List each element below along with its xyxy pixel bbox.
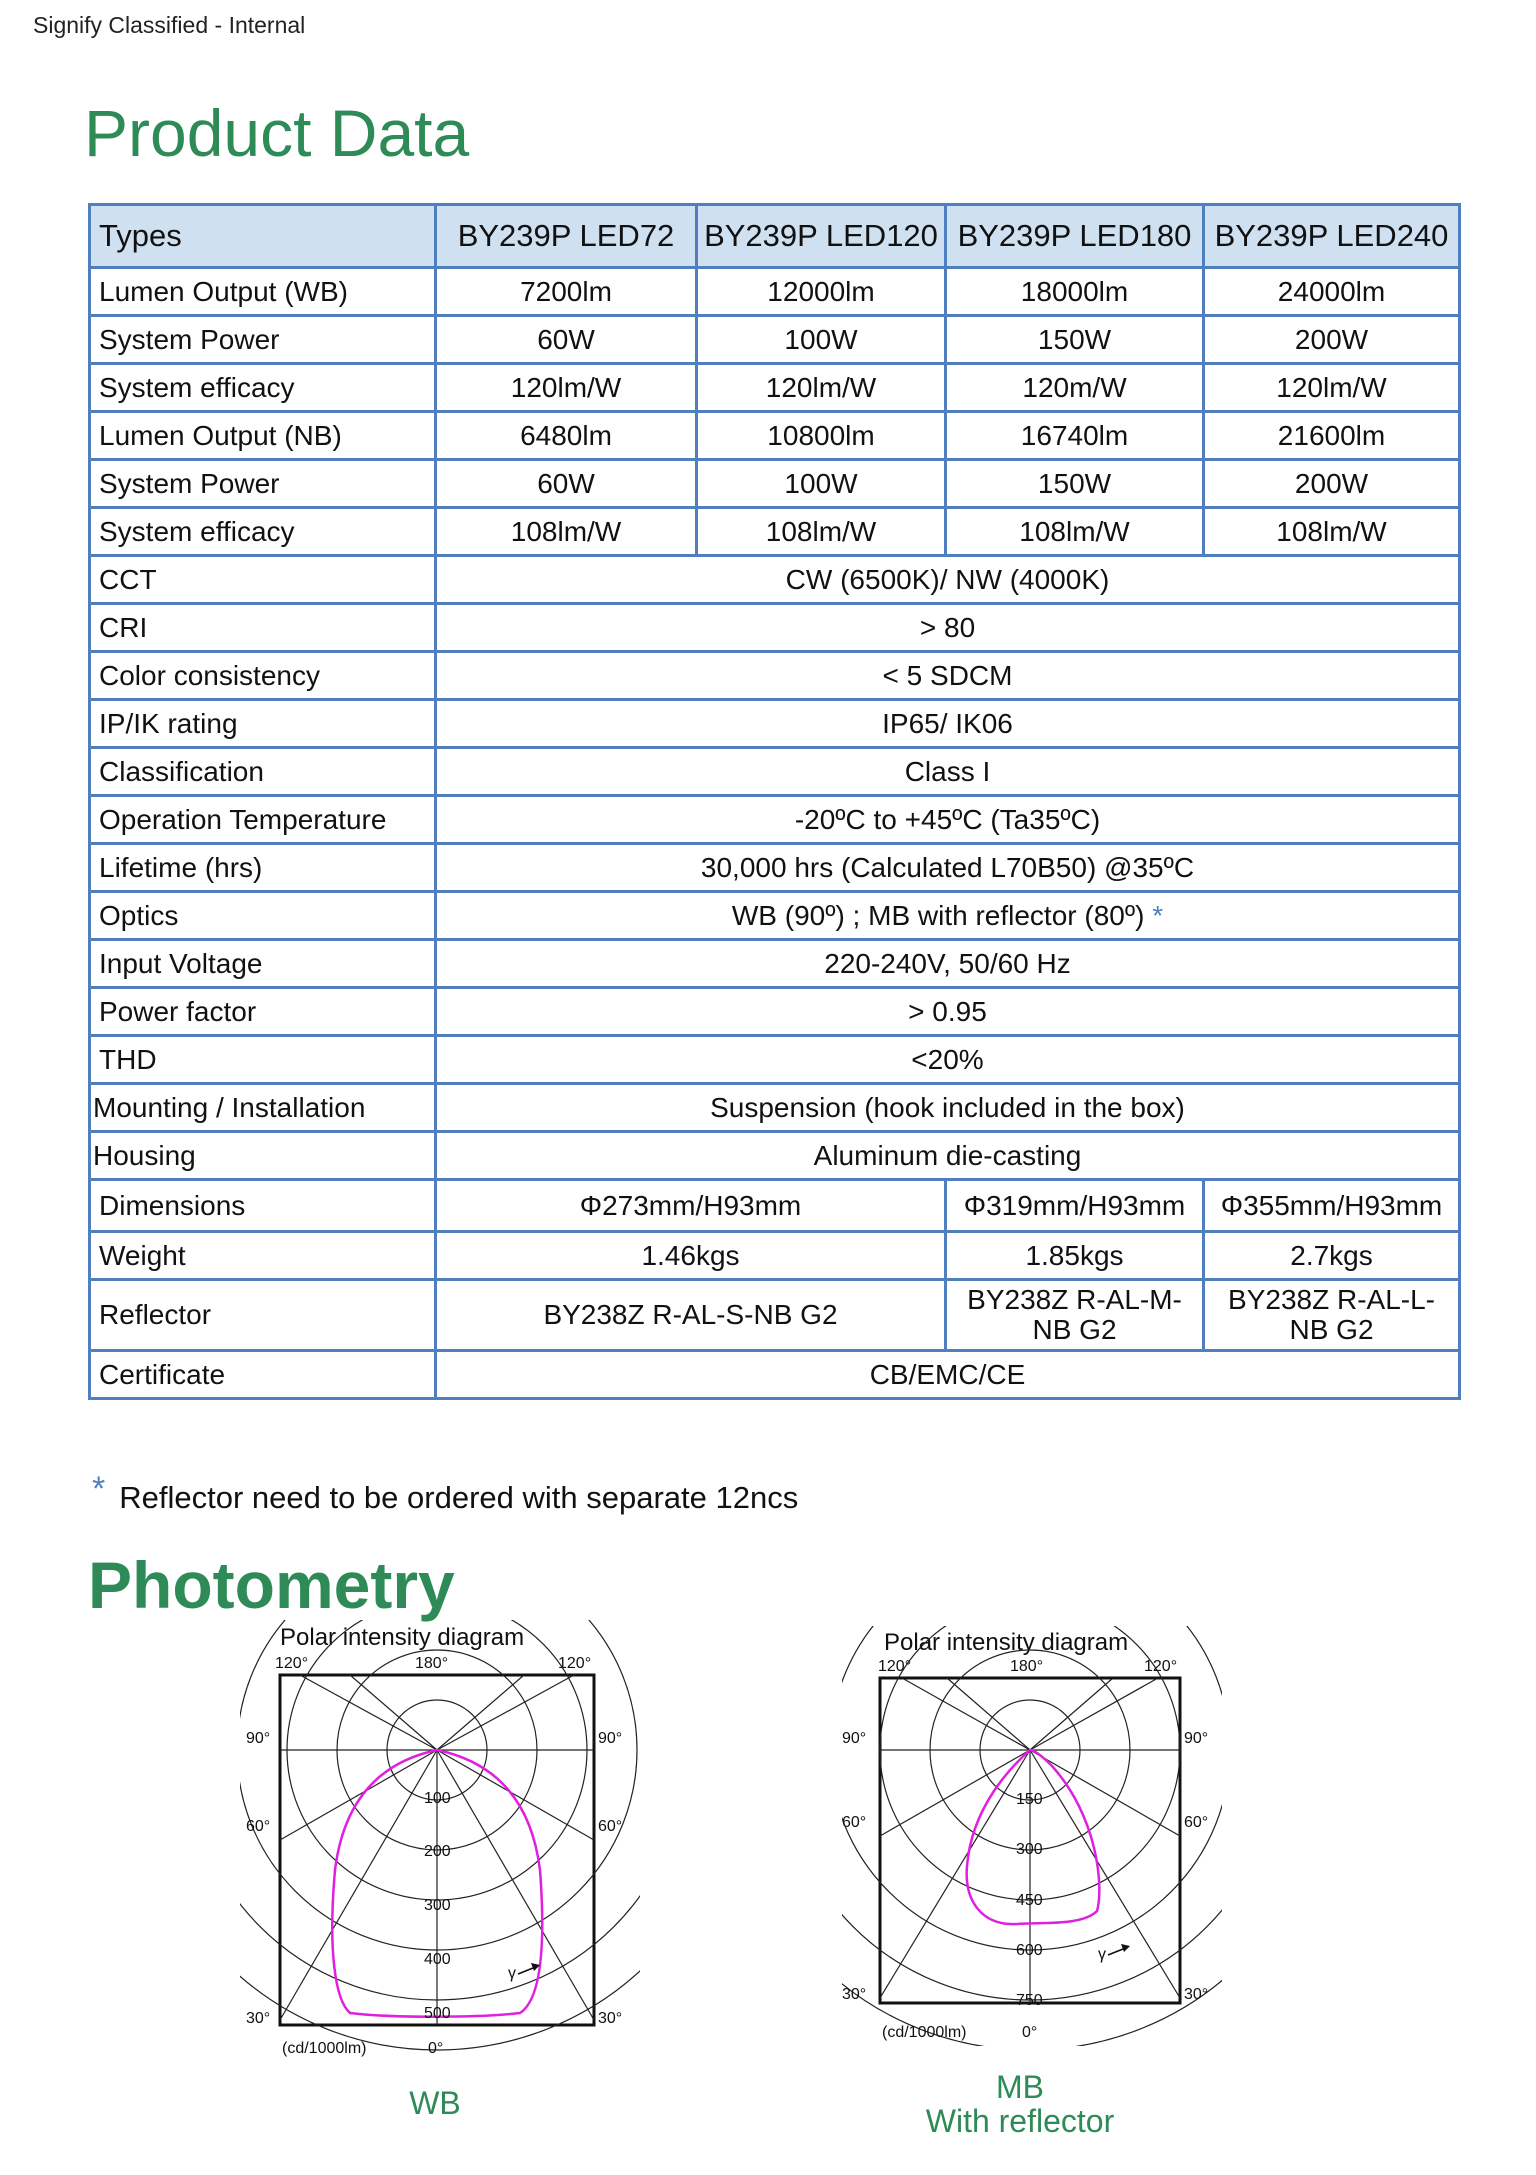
header-cell: Types — [90, 205, 436, 268]
table-cell: 60W — [436, 316, 697, 364]
table-row — [90, 460, 1460, 508]
table-row — [90, 1232, 1460, 1280]
table-row — [90, 940, 1460, 988]
zero-label: 0° — [1022, 2024, 1038, 2041]
polar-grid — [240, 1620, 640, 2050]
angle-label: 60° — [246, 1818, 271, 1835]
table-cell: 100W — [697, 460, 946, 508]
angle-label: 120° — [275, 1655, 309, 1672]
row-label: Lumen Output (WB) — [90, 268, 436, 316]
footnote-marker: * — [92, 1470, 106, 1508]
row-label: Dimensions — [90, 1180, 436, 1232]
table-cell: 2.7kgs — [1204, 1232, 1460, 1280]
row-label: Operation Temperature — [90, 796, 436, 844]
row-label: Lifetime (hrs) — [90, 844, 436, 892]
footnote-marker: * — [1152, 899, 1164, 931]
row-label: System efficacy — [90, 508, 436, 556]
table-cell: BY238Z R-AL-L-NB G2 — [1204, 1280, 1460, 1351]
footnote-text: Reflector need to be ordered with separate 12ncs — [119, 1480, 799, 1515]
angle-label: 180° — [415, 1655, 449, 1672]
row-label: System Power — [90, 460, 436, 508]
table-cell: 200W — [1204, 460, 1460, 508]
table-row — [90, 1280, 1460, 1351]
angle-label: 90° — [598, 1730, 623, 1747]
table-cell: 120lm/W — [436, 364, 697, 412]
angle-label: 120° — [558, 1655, 592, 1672]
table-row — [90, 748, 1460, 796]
table-cell: 120lm/W — [1204, 364, 1460, 412]
row-label: Weight — [90, 1232, 436, 1280]
ring-label: 750 — [1016, 1992, 1043, 2009]
table-cell: 108lm/W — [1204, 508, 1460, 556]
table-cell: 150W — [946, 316, 1204, 364]
table-cell: 21600lm — [1204, 412, 1460, 460]
table-cell: 30,000 hrs (Calculated L70B50) @35ºC — [436, 844, 1460, 892]
table-row — [90, 364, 1460, 412]
header-cell: BY239P LED240 — [1204, 205, 1460, 268]
row-label: System Power — [90, 316, 436, 364]
table-cell: Suspension (hook included in the box) — [436, 1084, 1460, 1132]
table-cell: > 0.95 — [436, 988, 1460, 1036]
angle-label: 60° — [598, 1818, 623, 1835]
row-label: CRI — [90, 604, 436, 652]
unit-label: (cd/1000lm) — [882, 2024, 967, 2041]
gamma-label: γ — [508, 1965, 516, 1982]
table-cell: Φ273mm/H93mm — [436, 1180, 946, 1232]
table-cell: 200W — [1204, 316, 1460, 364]
row-label: CCT — [90, 556, 436, 604]
table-cell: BY238Z R-AL-M-NB G2 — [946, 1280, 1204, 1351]
optics-value: WB (90º) ; MB with reflector (80º) — [731, 899, 1145, 931]
diagram-caption — [880, 2070, 1160, 2138]
table-cell: 220-240V, 50/60 Hz — [436, 940, 1460, 988]
table-cell: > 80 — [436, 604, 1460, 652]
table-row — [90, 700, 1460, 748]
row-label: THD — [90, 1036, 436, 1084]
angle-label: 120° — [1144, 1658, 1178, 1675]
angle-label: 90° — [1184, 1730, 1209, 1747]
table-cell: 1.85kgs — [946, 1232, 1204, 1280]
diagram-title: Polar intensity diagram — [884, 1629, 1129, 1656]
ring-label: 450 — [1016, 1892, 1043, 1909]
table-row — [90, 1180, 1460, 1232]
caption-line: MB — [996, 2069, 1044, 2105]
row-label: Optics — [90, 892, 436, 940]
table-row — [90, 1084, 1460, 1132]
angle-label: 180° — [1010, 1658, 1044, 1675]
table-cell: IP65/ IK06 — [436, 700, 1460, 748]
caption-line: With reflector — [925, 2103, 1115, 2139]
caption-line: WB — [409, 2085, 461, 2121]
table-cell: -20ºC to +45ºC (Ta35ºC) — [436, 796, 1460, 844]
row-label: Housing — [90, 1132, 436, 1180]
polar-intensity-diagram-wb — [240, 1620, 640, 2090]
table-row — [90, 604, 1460, 652]
table-cell: 6480lm — [436, 412, 697, 460]
ring-label: 300 — [424, 1897, 451, 1914]
table-cell: 1.46kgs — [436, 1232, 946, 1280]
table-cell: Aluminum die-casting — [436, 1132, 1460, 1180]
table-row — [90, 268, 1460, 316]
ring-label: 150 — [1016, 1791, 1043, 1808]
angle-label: 60° — [1184, 1814, 1209, 1831]
table-cell: 60W — [436, 460, 697, 508]
table-cell: 18000lm — [946, 268, 1204, 316]
gamma-label: γ — [1098, 1946, 1106, 1963]
table-row — [90, 796, 1460, 844]
table-cell: 108lm/W — [436, 508, 697, 556]
table-cell: 150W — [946, 460, 1204, 508]
diagram-title: Polar intensity diagram — [280, 1624, 525, 1651]
angle-label: 30° — [246, 2010, 271, 2027]
unit-label: (cd/1000lm) — [282, 2040, 367, 2057]
table-cell: Φ319mm/H93mm — [946, 1180, 1204, 1232]
zero-label: 0° — [428, 2040, 444, 2057]
table-cell: 24000lm — [1204, 268, 1460, 316]
table-cell: 108lm/W — [946, 508, 1204, 556]
table-row — [90, 1036, 1460, 1084]
table-row — [90, 1132, 1460, 1180]
polar-intensity-diagram-mb — [842, 1626, 1222, 2046]
table-header-row — [90, 205, 1460, 268]
table-row — [90, 1351, 1460, 1399]
diagram-caption — [380, 2085, 490, 2122]
table-cell: 16740lm — [946, 412, 1204, 460]
row-label: System efficacy — [90, 364, 436, 412]
row-label: Mounting / Installation — [90, 1084, 436, 1132]
row-label: Lumen Output (NB) — [90, 412, 436, 460]
ring-label: 200 — [424, 1843, 451, 1860]
header-cell: BY239P LED72 — [436, 205, 697, 268]
table-row — [90, 508, 1460, 556]
page-title: Product Data — [84, 96, 470, 170]
table-cell: Φ355mm/H93mm — [1204, 1180, 1460, 1232]
product-data-table — [88, 203, 1461, 1400]
table-cell: Class I — [436, 748, 1460, 796]
table-row — [90, 892, 1460, 940]
row-label: Certificate — [90, 1351, 436, 1399]
header-cell: BY239P LED120 — [697, 205, 946, 268]
ring-label: 500 — [424, 2005, 451, 2022]
table-cell: 100W — [697, 316, 946, 364]
angle-label: 90° — [246, 1730, 271, 1747]
footnote — [92, 1470, 799, 1517]
table-cell: 108lm/W — [697, 508, 946, 556]
table-row — [90, 652, 1460, 700]
table-row — [90, 844, 1460, 892]
ring-label: 400 — [424, 1951, 451, 1968]
header-cell: BY239P LED180 — [946, 205, 1204, 268]
table-cell: 120lm/W — [697, 364, 946, 412]
table-row — [90, 412, 1460, 460]
table-row — [90, 316, 1460, 364]
table-cell: < 5 SDCM — [436, 652, 1460, 700]
table-cell: 10800lm — [697, 412, 946, 460]
angle-label: 30° — [598, 2010, 623, 2027]
table-row — [90, 988, 1460, 1036]
row-label: Power factor — [90, 988, 436, 1036]
table-row — [90, 556, 1460, 604]
table-cell: 7200lm — [436, 268, 697, 316]
row-label: Reflector — [90, 1280, 436, 1351]
ring-label: 600 — [1016, 1942, 1043, 1959]
table-cell: 120m/W — [946, 364, 1204, 412]
angle-label: 30° — [1184, 1986, 1209, 2003]
row-label: IP/IK rating — [90, 700, 436, 748]
ring-label: 100 — [424, 1790, 451, 1807]
angle-label: 120° — [878, 1658, 912, 1675]
angle-label: 60° — [842, 1814, 867, 1831]
row-label: Input Voltage — [90, 940, 436, 988]
table-cell: 12000lm — [697, 268, 946, 316]
table-cell: CW (6500K)/ NW (4000K) — [436, 556, 1460, 604]
angle-label: 30° — [842, 1986, 867, 2003]
row-label: Color consistency — [90, 652, 436, 700]
table-cell: BY238Z R-AL-S-NB G2 — [436, 1280, 946, 1351]
table-cell: CB/EMC/CE — [436, 1351, 1460, 1399]
table-cell — [436, 892, 1460, 940]
row-label: Classification — [90, 748, 436, 796]
classification-label: Signify Classified - Internal — [33, 12, 306, 38]
table-cell: <20% — [436, 1036, 1460, 1084]
photometry-title: Photometry — [88, 1548, 455, 1622]
ring-label: 300 — [1016, 1841, 1043, 1858]
polar-grid — [842, 1626, 1222, 2046]
angle-label: 90° — [842, 1730, 867, 1747]
